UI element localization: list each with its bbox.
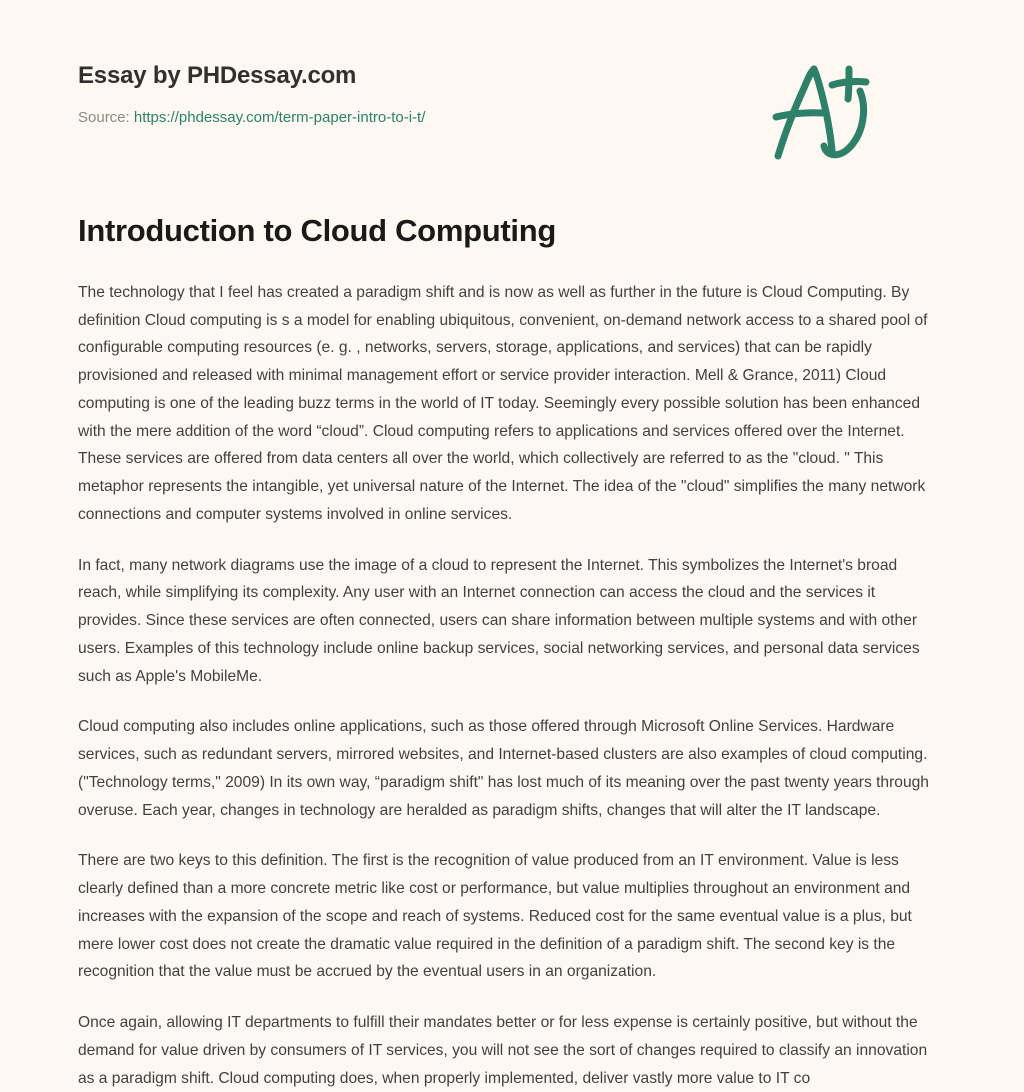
page-title: Introduction to Cloud Computing [78,213,556,248]
page-header [78,0,946,126]
source-url-link[interactable]: https://phdessay.com/term-paper-intro-to-i-t/ [133,108,426,126]
a-plus-logo-icon [760,58,880,162]
paragraph: The technology that I feel has created a paradigm shift and is now as well as further in the future is Cloud Computing. By definition Cloud computing is s a model for enabling ubiquitous, convenient, on-demand network access to a shared pool of configurable computing resources (e. g. , networks, servers, storage, applications, and services) that can be rapidly provisioned and released with minimal management effort or service provider interaction. Mell & Grance, 2011) Cloud computing is one of the leading buzz terms in the world of IT today. Seemingly every possible solution has been enhanced with the mere addition of the word “cloud”. Cloud computing refers to applications and services offered over the Internet. These services are offered from data centers all over the world, which collectively are referred to as the "cloud. " This metaphor represents the intangible, yet universal nature of the Internet. The idea of the "cloud" simplifies the many network connections and computer systems involved in online services. [78,283,928,523]
source-label: Source: [78,108,130,126]
brand-title: Essay by PHDessay.com [78,62,357,89]
paragraph: There are two keys to this definition. The first is the recognition of value produced from an IT environment. Value is less clearly defined than a more concrete metric like cost or performance, but value multiplies throughout an environment and increases with the expansion of the scope and reach of systems. Reduced cost for the same eventual value is a plus, but mere lower cost does not create the dramatic value required in the definition of a paradigm shift. The second key is the recognition that the value must be accrued by the eventual users in an organization. [78,852,912,981]
article-body [78,251,946,1092]
paragraph: Cloud computing also includes online applications, such as those offered through Microsoft Online Services. Hardware services, such as redundant servers, mirrored websites, and Internet-based clusters are also examples of cloud computing. ("Technology terms," 2009) In its own way, “paradigm shift" has lost much of its meaning over the past twenty years through overuse. Each year, changes in technology are heralded as paradigm shifts, changes that will alter the IT landscape. [78,718,929,819]
paragraph: Once again, allowing IT departments to fulfill their mandates better or for less expense is certainly positive, but without the demand for value driven by consumers of IT services, you will not see the sort of changes required to classify an innovation as a paradigm shift. Cloud computing does, when properly implemented, deliver vastly more value to IT co [78,1014,928,1087]
paragraph: In fact, many network diagrams use the image of a cloud to represent the Internet. This symbolizes the Internet's broad reach, while simplifying its complexity. Any user with an Internet connection can access the cloud and the services it provides. Since these services are often connected, users can share information between multiple systems and with other users. Examples of this technology include online backup services, social networking services, and personal data services such as Apple's MobileMe. [78,556,920,685]
